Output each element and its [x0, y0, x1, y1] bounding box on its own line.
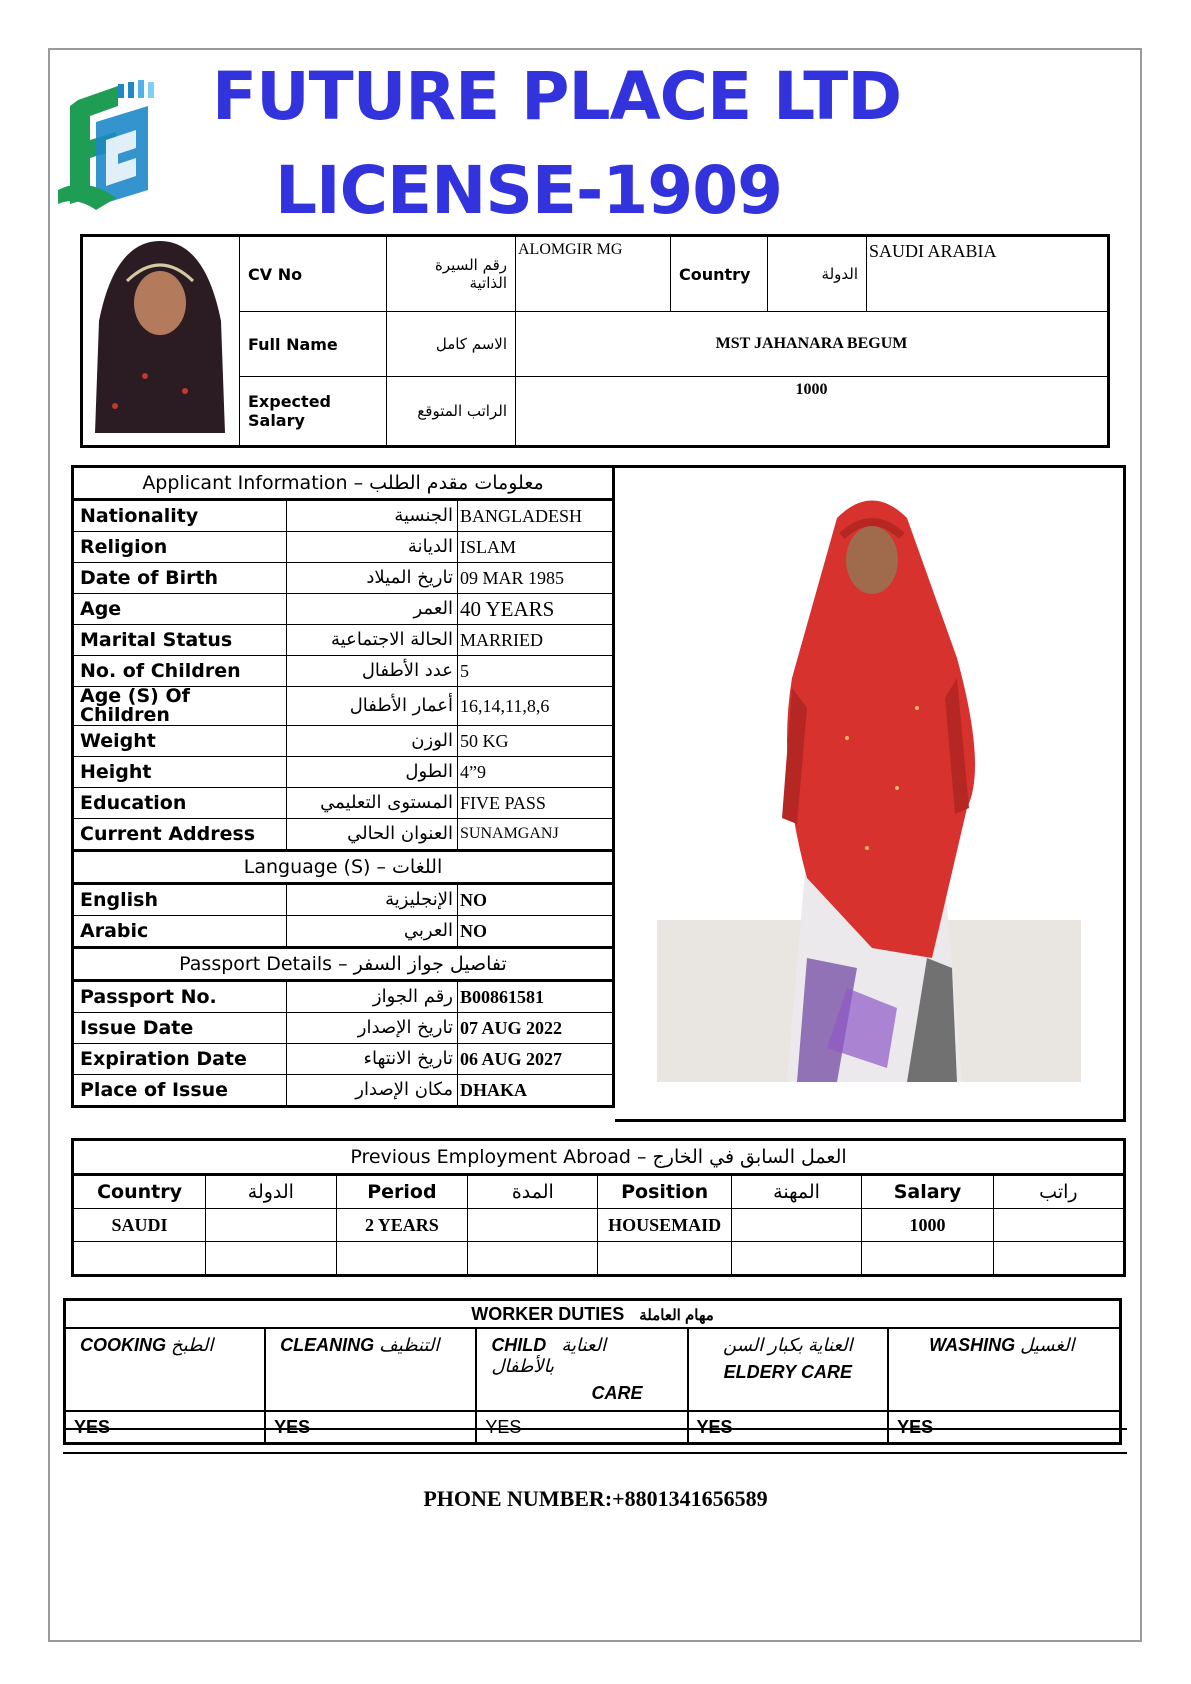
row-label: Religion [73, 532, 287, 563]
duty-label: WASHING [929, 1335, 1016, 1355]
full-name-label-ar: الاسم كامل [387, 312, 516, 376]
row-label: Date of Birth [73, 563, 287, 594]
row-value: DHAKA [458, 1075, 614, 1107]
table-row [73, 687, 614, 726]
row-label: Current Address [73, 819, 287, 851]
cell [993, 1209, 1124, 1242]
duty-child-care [476, 1328, 687, 1411]
row-label-ar: العنوان الحالي [287, 819, 458, 851]
duties-heading [65, 1300, 1121, 1329]
duty-label-extra: CARE [591, 1383, 643, 1403]
country-value: SAUDI ARABIA [867, 236, 1109, 312]
row-label-ar: تاريخ الإصدار [287, 1013, 458, 1044]
cell [731, 1209, 862, 1242]
cell: SAUDI [73, 1209, 206, 1242]
table-row [73, 1075, 614, 1107]
duty-value: YES [476, 1411, 687, 1444]
table-row [73, 563, 614, 594]
row-label-ar: الطول [287, 757, 458, 788]
row-label-ar: الحالة الاجتماعية [287, 625, 458, 656]
row-value: 5 [458, 656, 614, 687]
row-label: Passport No. [73, 981, 287, 1013]
row-value: 09 MAR 1985 [458, 563, 614, 594]
row-label-ar: مكان الإصدار [287, 1075, 458, 1107]
duty-cooking [65, 1328, 266, 1411]
table-row [73, 726, 614, 757]
duty-label-ar: الغسيل [1020, 1335, 1075, 1355]
row-label: Weight [73, 726, 287, 757]
duty-label: CHILD [491, 1335, 547, 1355]
cell [468, 1209, 598, 1242]
cell: 1000 [862, 1209, 993, 1242]
cv-no-label: CV No [240, 236, 387, 312]
row-label: Issue Date [73, 1013, 287, 1044]
full-body-photo [657, 488, 1081, 1082]
summary-table [80, 234, 1110, 448]
row-label: Education [73, 788, 287, 819]
portrait-photo [85, 241, 235, 433]
duty-label-ar: التنظيف [379, 1335, 440, 1355]
col-header: Salary [862, 1175, 993, 1209]
table-row [73, 884, 614, 916]
employment-heading: Previous Employment Abroad – العمل السابق في الخارج [73, 1140, 1125, 1175]
table-row [73, 594, 614, 625]
row-value: B00861581 [458, 981, 614, 1013]
row-label: No. of Children [73, 656, 287, 687]
row-label: Nationality [73, 500, 287, 532]
row-label-ar: الجنسية [287, 500, 458, 532]
table-row [73, 916, 614, 948]
salary-value: 1000 [516, 376, 1109, 446]
row-label-ar: عدد الأطفال [287, 656, 458, 687]
row-label-ar: تاريخ الميلاد [287, 563, 458, 594]
cv-no-label-ar: رقم السيرة الذاتية [387, 236, 516, 312]
duty-label-ar: الطبخ [171, 1335, 214, 1355]
duty-cleaning [265, 1328, 476, 1411]
passport-heading: Passport Details – تفاصيل جواز السفر [73, 948, 614, 981]
row-label-ar: الديانة [287, 532, 458, 563]
salary-label-ar: الراتب المتوقع [387, 376, 516, 446]
duty-label-extra: ELDERY CARE [723, 1362, 852, 1382]
company-logo [56, 80, 166, 215]
row-value: 40 YEARS [458, 594, 614, 625]
country-label-ar: الدولة [768, 236, 867, 312]
duty-elderly-care [688, 1328, 889, 1411]
row-value: 16,14,11,8,6 [458, 687, 614, 726]
row-label-ar: رقم الجواز [287, 981, 458, 1013]
row-label-ar: تاريخ الانتهاء [287, 1044, 458, 1075]
row-value: MARRIED [458, 625, 614, 656]
table-row [73, 788, 614, 819]
col-header: Position [598, 1175, 731, 1209]
duty-label-ar: العناية بكبار السن [723, 1335, 853, 1355]
license-title: LICENSE-1909 [275, 152, 783, 229]
table-row [73, 1242, 1125, 1276]
employment-table [71, 1138, 1126, 1277]
table-row [73, 500, 614, 532]
col-header-ar: المهنة [731, 1175, 862, 1209]
row-label: Age (S) Of Children [73, 687, 287, 726]
table-row [73, 981, 614, 1013]
table-row [73, 757, 614, 788]
salary-label: Expected Salary [240, 376, 387, 446]
row-label: Arabic [73, 916, 287, 948]
duty-label: COOKING [80, 1335, 167, 1355]
col-header-ar: راتب [993, 1175, 1124, 1209]
cell [206, 1209, 337, 1242]
row-value: SUNAMGANJ [458, 819, 614, 851]
row-value: NO [458, 916, 614, 948]
row-value: 07 AUG 2022 [458, 1013, 614, 1044]
row-label: Expiration Date [73, 1044, 287, 1075]
divider [63, 1452, 1127, 1454]
row-value: FIVE PASS [458, 788, 614, 819]
row-label-ar: العربي [287, 916, 458, 948]
duty-value: YES [265, 1411, 476, 1444]
cell: HOUSEMAID [598, 1209, 731, 1242]
duties-heading-ar: مهام العاملة [639, 1306, 714, 1324]
duties-heading-en: WORKER DUTIES [471, 1303, 625, 1324]
language-heading: Language (S) – اللغات [73, 851, 614, 884]
duty-value: YES [688, 1411, 889, 1444]
row-value: BANGLADESH [458, 500, 614, 532]
duty-value: YES [888, 1411, 1120, 1444]
duty-label-ar: العناية بالأطفال [491, 1335, 607, 1376]
row-value: 06 AUG 2027 [458, 1044, 614, 1075]
portrait-cell [82, 236, 240, 447]
row-label-ar: المستوى التعليمي [287, 788, 458, 819]
row-label: English [73, 884, 287, 916]
cv-no-value: ALOMGIR MG [516, 236, 671, 312]
row-label: Marital Status [73, 625, 287, 656]
row-label: Age [73, 594, 287, 625]
table-row [73, 625, 614, 656]
row-value: 50 KG [458, 726, 614, 757]
duty-value: YES [65, 1411, 266, 1444]
duty-washing [888, 1328, 1120, 1411]
full-name-label: Full Name [240, 312, 387, 376]
col-header: Period [336, 1175, 467, 1209]
duties-table [63, 1298, 1122, 1445]
row-label-ar: الوزن [287, 726, 458, 757]
cell: 2 YEARS [336, 1209, 467, 1242]
applicant-table [71, 465, 615, 1108]
table-row [73, 819, 614, 851]
full-name-value: MST JAHANARA BEGUM [516, 312, 1109, 376]
duty-label: CLEANING [280, 1335, 375, 1355]
row-value: NO [458, 884, 614, 916]
applicant-heading: Applicant Information – معلومات مقدم الطلب [73, 467, 614, 500]
col-header-ar: المدة [468, 1175, 598, 1209]
table-row [73, 1013, 614, 1044]
row-label-ar: العمر [287, 594, 458, 625]
row-value: 4”9 [458, 757, 614, 788]
divider [63, 1428, 1127, 1430]
row-label: Height [73, 757, 287, 788]
table-row [73, 656, 614, 687]
phone-number: PHONE NUMBER:+8801341656589 [423, 1486, 768, 1511]
table-row [73, 1209, 1125, 1242]
row-label-ar: الإنجليزية [287, 884, 458, 916]
row-label: Place of Issue [73, 1075, 287, 1107]
col-header-ar: الدولة [206, 1175, 337, 1209]
col-header: Country [73, 1175, 206, 1209]
row-value: ISLAM [458, 532, 614, 563]
company-title: FUTURE PLACE LTD [212, 58, 902, 135]
country-label: Country [671, 236, 768, 312]
row-label-ar: أعمار الأطفال [287, 687, 458, 726]
table-row [73, 532, 614, 563]
table-row [73, 1044, 614, 1075]
